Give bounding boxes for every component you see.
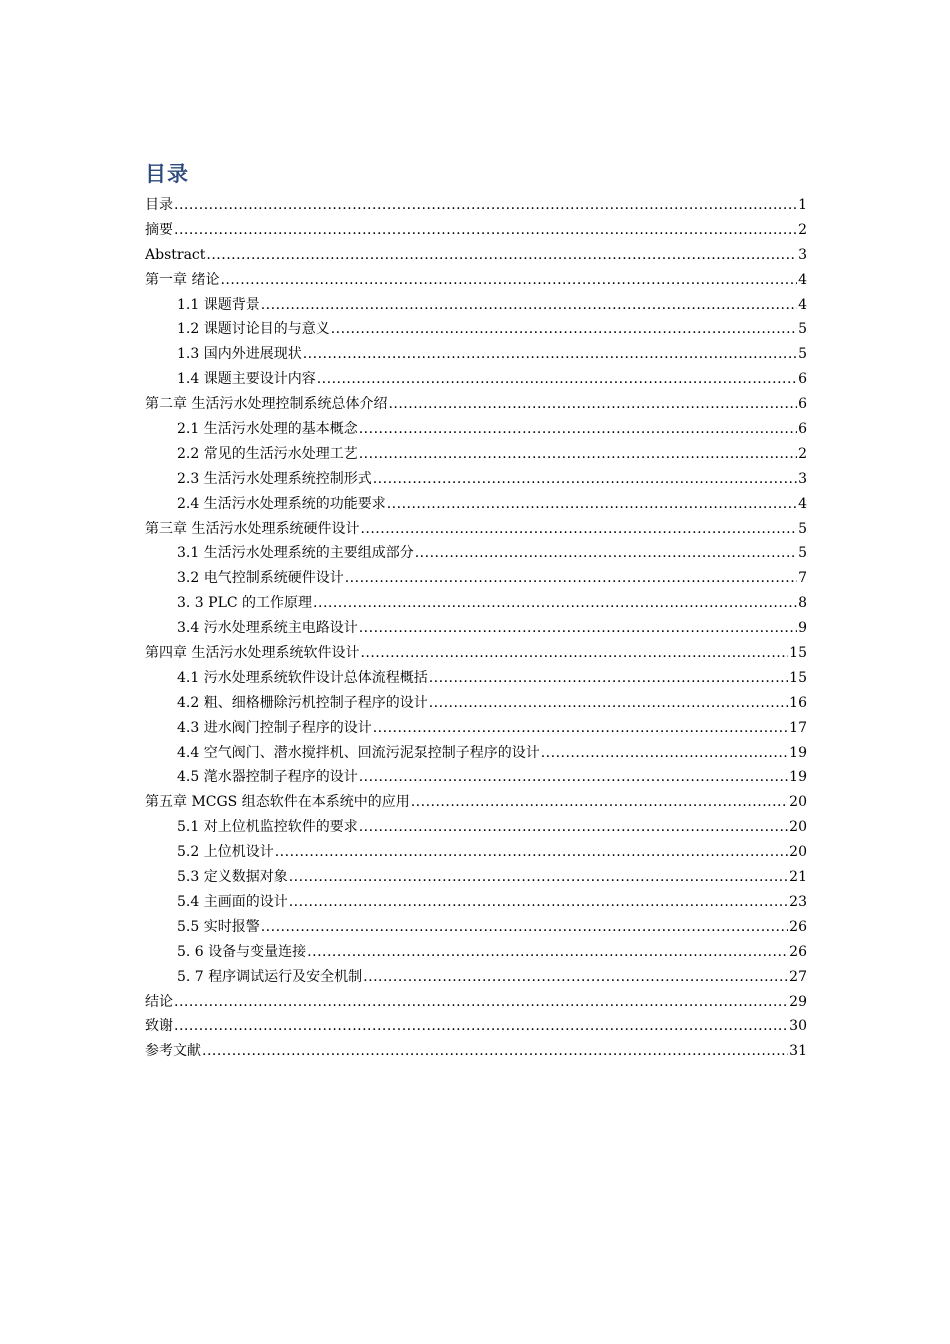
toc-entry-page: 26 <box>789 918 807 935</box>
toc-leader-dots <box>360 641 788 666</box>
toc-leader-dots <box>541 741 788 766</box>
toc-entry-page: 15 <box>789 645 807 662</box>
toc-entry-page: 23 <box>789 893 807 910</box>
toc-entry-page: 5 <box>798 520 807 537</box>
toc-leader-dots <box>289 890 788 915</box>
toc-leader-dots <box>411 790 788 815</box>
toc-entry[interactable] <box>145 492 807 517</box>
toc-leader-dots <box>373 716 788 741</box>
toc-entry-label: 参考文献 <box>145 1043 201 1060</box>
toc-entry-page: 8 <box>798 595 807 612</box>
toc-entry[interactable] <box>145 193 807 218</box>
toc-entry-label: 5.4 主画面的设计 <box>177 893 288 910</box>
toc-entry[interactable] <box>145 268 807 293</box>
toc-entry-label: Abstract <box>145 246 206 263</box>
toc-entry-label: 5.5 实时报警 <box>177 918 260 935</box>
toc-leader-dots <box>261 915 788 940</box>
toc-entry-page: 30 <box>789 1018 807 1035</box>
toc-leader-dots <box>307 940 788 965</box>
toc-entry-page: 20 <box>789 794 807 811</box>
toc-entry[interactable] <box>145 1014 807 1039</box>
toc-leader-dots <box>174 218 797 243</box>
toc-entry[interactable] <box>145 691 807 716</box>
toc-entry-page: 15 <box>789 669 807 686</box>
toc-entry-label: 5.1 对上位机监控软件的要求 <box>177 819 358 836</box>
toc-entry[interactable] <box>145 317 807 342</box>
toc-entry-page: 21 <box>789 869 807 886</box>
toc-entry[interactable] <box>145 716 807 741</box>
toc-entry-label: 第四章 生活污水处理系统软件设计 <box>145 645 360 662</box>
toc-entry-page: 9 <box>798 620 807 637</box>
toc-leader-dots <box>345 566 797 591</box>
toc-leader-dots <box>359 815 788 840</box>
toc-leader-dots <box>174 193 797 218</box>
toc-entry[interactable] <box>145 790 807 815</box>
toc-entry[interactable] <box>145 467 807 492</box>
toc-leader-dots <box>202 1039 788 1064</box>
toc-leader-dots <box>206 243 797 268</box>
toc-leader-dots <box>363 965 788 990</box>
toc-entry-label: 结论 <box>145 993 173 1010</box>
toc-entry-label: 1.1 课题背景 <box>177 296 260 313</box>
toc-entry-label: 2.1 生活污水处理的基本概念 <box>177 421 358 438</box>
toc-entry-page: 1 <box>798 197 807 213</box>
toc-entry[interactable] <box>145 965 807 990</box>
toc-entry-label: 4.2 粗、细格栅除污机控制子程序的设计 <box>177 694 428 711</box>
toc-leader-dots <box>359 442 797 467</box>
toc-entry-page: 3 <box>798 246 807 263</box>
toc-entry-label: 4.1 污水处理系统软件设计总体流程概括 <box>177 669 428 686</box>
toc-entry[interactable] <box>145 865 807 890</box>
toc-leader-dots <box>415 541 797 566</box>
toc-leader-dots <box>360 517 797 542</box>
toc-entry-page: 6 <box>798 396 807 413</box>
toc-entry[interactable] <box>145 940 807 965</box>
toc-entry-page: 2 <box>798 445 807 462</box>
toc-entry-page: 29 <box>789 993 807 1010</box>
toc-entry[interactable] <box>145 915 807 940</box>
toc-entry-page: 31 <box>789 1043 807 1060</box>
toc-leader-dots <box>174 1014 788 1039</box>
toc-entry-label: 5. 7 程序调试运行及安全机制 <box>177 968 363 985</box>
toc-entry[interactable] <box>145 218 807 243</box>
toc-entry-label: 第二章 生活污水处理控制系统总体介绍 <box>145 396 388 413</box>
toc-entry-label: 2.3 生活污水处理系统控制形式 <box>177 470 372 487</box>
toc-entry-page: 2 <box>798 221 807 238</box>
toc-list <box>145 193 807 1064</box>
toc-entry-page: 19 <box>789 744 807 761</box>
toc-entry-page: 7 <box>798 570 807 587</box>
toc-entry[interactable] <box>145 890 807 915</box>
toc-entry[interactable] <box>145 367 807 392</box>
toc-entry[interactable] <box>145 666 807 691</box>
toc-entry-page: 6 <box>798 421 807 438</box>
toc-entry-page: 5 <box>798 545 807 562</box>
toc-leader-dots <box>220 268 797 293</box>
toc-leader-dots <box>359 616 797 641</box>
toc-leader-dots <box>388 392 797 417</box>
toc-entry-page: 5 <box>798 321 807 338</box>
toc-entry[interactable] <box>145 741 807 766</box>
toc-entry[interactable] <box>145 815 807 840</box>
toc-heading: 目录 <box>145 162 189 186</box>
toc-entry-page: 6 <box>798 371 807 388</box>
toc-entry-label: 5.3 定义数据对象 <box>177 869 288 886</box>
toc-entry[interactable] <box>145 616 807 641</box>
toc-entry-label: 2.4 生活污水处理系统的功能要求 <box>177 495 386 512</box>
toc-entry-page: 4 <box>798 271 807 288</box>
toc-entry-page: 20 <box>789 844 807 861</box>
toc-entry[interactable] <box>145 765 807 790</box>
toc-leader-dots <box>261 293 797 318</box>
toc-entry[interactable] <box>145 591 807 616</box>
toc-entry-label: 4.4 空气阀门、潜水搅拌机、回流污泥泵控制子程序的设计 <box>177 744 540 761</box>
toc-entry-label: 4.3 进水阀门控制子程序的设计 <box>177 719 372 736</box>
toc-entry-label: 摘要 <box>145 221 173 238</box>
toc-entry[interactable] <box>145 641 807 666</box>
toc-entry-label: 1.2 课题讨论目的与意义 <box>177 321 330 338</box>
toc-entry-page: 4 <box>798 495 807 512</box>
toc-entry[interactable] <box>145 1039 807 1064</box>
toc-entry[interactable] <box>145 442 807 467</box>
toc-entry-page: 20 <box>789 819 807 836</box>
toc-entry-page: 3 <box>798 470 807 487</box>
toc-entry-label: 第一章 绪论 <box>145 271 220 288</box>
toc-entry-label: 目录 <box>145 197 173 213</box>
toc-entry-page: 4 <box>798 296 807 313</box>
toc-leader-dots <box>174 990 788 1015</box>
toc-entry-label: 1.3 国内外进展现状 <box>177 346 302 363</box>
toc-entry-label: 5.2 上位机设计 <box>177 844 274 861</box>
toc-leader-dots <box>275 840 788 865</box>
toc-entry-label: 3.4 污水处理系统主电路设计 <box>177 620 358 637</box>
toc-leader-dots <box>373 467 797 492</box>
toc-entry-label: 3.2 电气控制系统硬件设计 <box>177 570 344 587</box>
toc-entry-page: 5 <box>798 346 807 363</box>
toc-entry[interactable] <box>145 517 807 542</box>
toc-entry-label: 4.5 滗水器控制子程序的设计 <box>177 769 358 786</box>
toc-leader-dots <box>387 492 797 517</box>
toc-entry-label: 3.1 生活污水处理系统的主要组成部分 <box>177 545 414 562</box>
toc-entry[interactable] <box>145 840 807 865</box>
toc-entry[interactable] <box>145 417 807 442</box>
toc-entry[interactable] <box>145 392 807 417</box>
toc-entry[interactable] <box>145 342 807 367</box>
toc-entry-label: 1.4 课题主要设计内容 <box>177 371 316 388</box>
toc-leader-dots <box>359 417 797 442</box>
toc-entry-label: 5. 6 设备与变量连接 <box>177 943 307 960</box>
toc-entry-page: 26 <box>789 943 807 960</box>
toc-entry-page: 27 <box>789 968 807 985</box>
toc-entry[interactable] <box>145 541 807 566</box>
toc-entry-label: 3. 3 PLC 的工作原理 <box>177 595 313 612</box>
toc-leader-dots <box>303 342 797 367</box>
toc-entry-label: 致谢 <box>145 1018 173 1035</box>
toc-entry[interactable] <box>145 243 807 268</box>
toc-entry[interactable] <box>145 990 807 1015</box>
toc-entry-label: 第三章 生活污水处理系统硬件设计 <box>145 520 360 537</box>
toc-entry-label: 第五章 MCGS 组态软件在本系统中的应用 <box>145 794 410 811</box>
toc-entry-label: 2.2 常见的生活污水处理工艺 <box>177 445 358 462</box>
toc-entry[interactable] <box>145 566 807 591</box>
toc-leader-dots <box>331 317 797 342</box>
toc-entry-page: 19 <box>789 769 807 786</box>
toc-leader-dots <box>429 666 788 691</box>
toc-leader-dots <box>429 691 788 716</box>
toc-entry-page: 16 <box>789 694 807 711</box>
toc-leader-dots <box>313 591 797 616</box>
toc-leader-dots <box>317 367 797 392</box>
toc-entry-page: 17 <box>789 719 807 736</box>
toc-entry[interactable] <box>145 293 807 318</box>
toc-leader-dots <box>359 765 788 790</box>
toc-leader-dots <box>289 865 788 890</box>
